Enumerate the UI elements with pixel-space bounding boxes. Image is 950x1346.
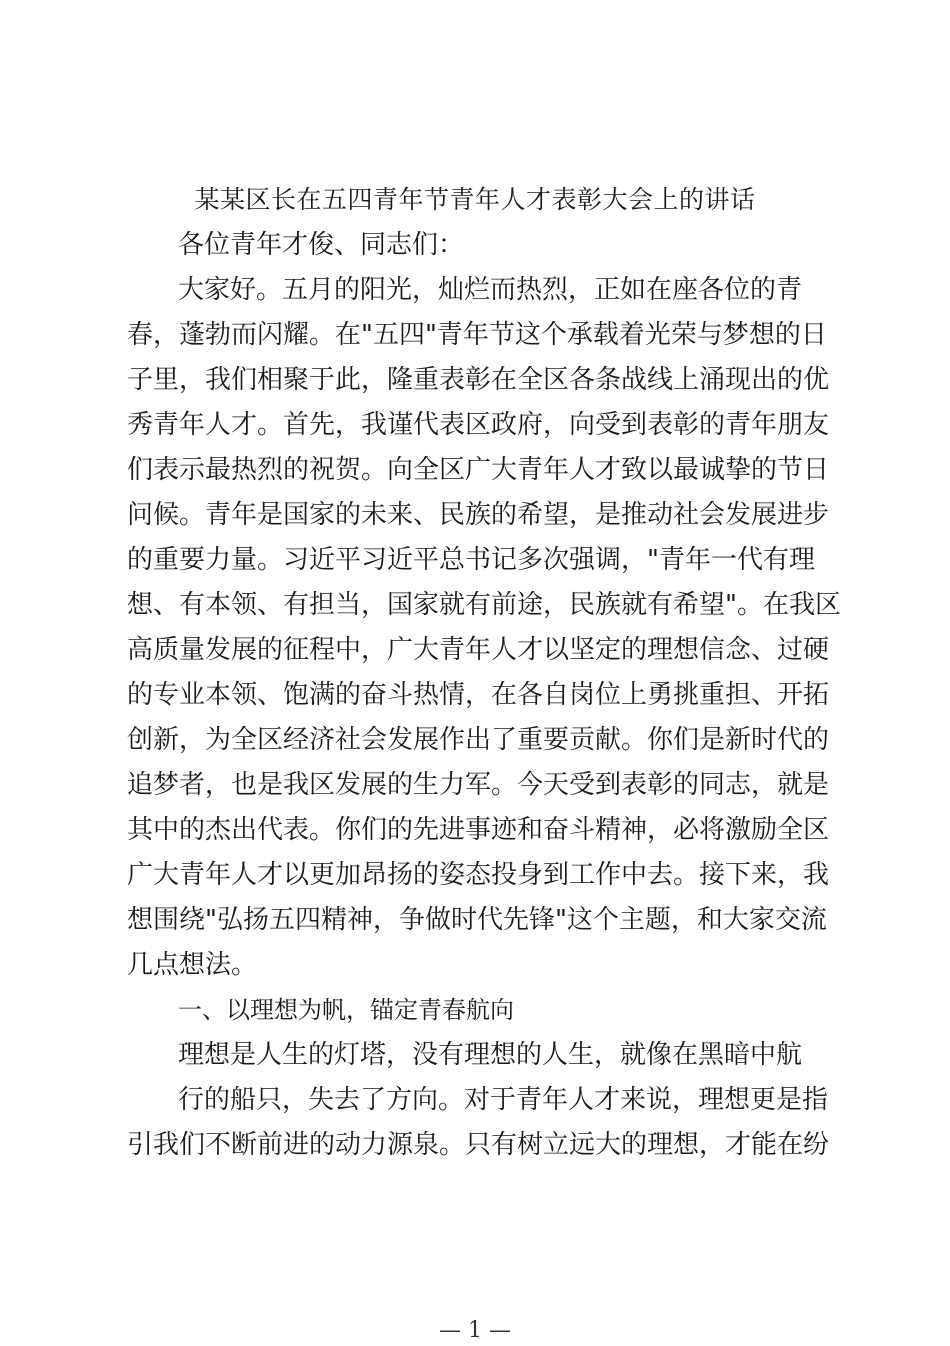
paragraph-line: 想、有本领、有担当，国家就有前途，民族就有希望"。在我区 (127, 590, 841, 620)
paragraph-line: 引我们不断前进的动力源泉。只有树立远大的理想，才能在纷 (127, 1130, 830, 1160)
paragraph-line: 问候。青年是国家的未来、民族的希望，是推动社会发展进步 (127, 500, 830, 530)
paragraph-line: 秀青年人才。首先，我谨代表区政府，向受到表彰的青年朋友 (127, 410, 830, 440)
paragraph-line: 高质量发展的征程中，广大青年人才以坚定的理想信念、过硬 (127, 635, 830, 665)
paragraph-line: 子里，我们相聚于此，隆重表彰在全区各条战线上涌现出的优 (127, 365, 830, 395)
paragraph-line: 创新，为全区经济社会发展作出了重要贡献。你们是新时代的 (127, 725, 830, 755)
document-title: 某某区长在五四青年节青年人才表彰大会上的讲话 (194, 185, 756, 214)
paragraph-line: 想围绕"弘扬五四精神，争做时代先锋"这个主题，和大家交流 (127, 905, 827, 935)
paragraph-line: 广大青年人才以更加昂扬的姿态投身到工作中去。接下来，我 (127, 860, 830, 890)
paragraph-line: 的重要力量。习近平习近平总书记多次强调，"青年一代有理 (127, 545, 815, 575)
section-heading: 一、以理想为帆，锚定青春航向 (178, 996, 514, 1024)
paragraph-line: 大家好。五月的阳光，灿烂而热烈，正如在座各位的青 (178, 275, 803, 305)
paragraph-line: 追梦者，也是我区发展的生力军。今天受到表彰的同志，就是 (127, 770, 830, 800)
page-number: — 1 — (439, 1318, 511, 1343)
paragraph-line: 行的船只，失去了方向。对于青年人才来说，理想更是指 (178, 1085, 829, 1115)
paragraph-line: 春，蓬勃而闪耀。在"五四"青年节这个承载着光荣与梦想的日 (127, 320, 827, 350)
paragraph-line: 们表示最热烈的祝贺。向全区广大青年人才致以最诚挚的节日 (127, 455, 830, 485)
paragraph-line: 的专业本领、饱满的奋斗热情，在各自岗位上勇挑重担、开拓 (127, 680, 830, 710)
paragraph-line: 几点想法。 (127, 950, 258, 980)
paragraph-line: 其中的杰出代表。你们的先进事迹和奋斗精神，必将激励全区 (127, 815, 830, 845)
salutation: 各位青年才俊、同志们： (178, 230, 465, 260)
paragraph-line: 理想是人生的灯塔，没有理想的人生，就像在黑暗中航 (178, 1040, 803, 1070)
